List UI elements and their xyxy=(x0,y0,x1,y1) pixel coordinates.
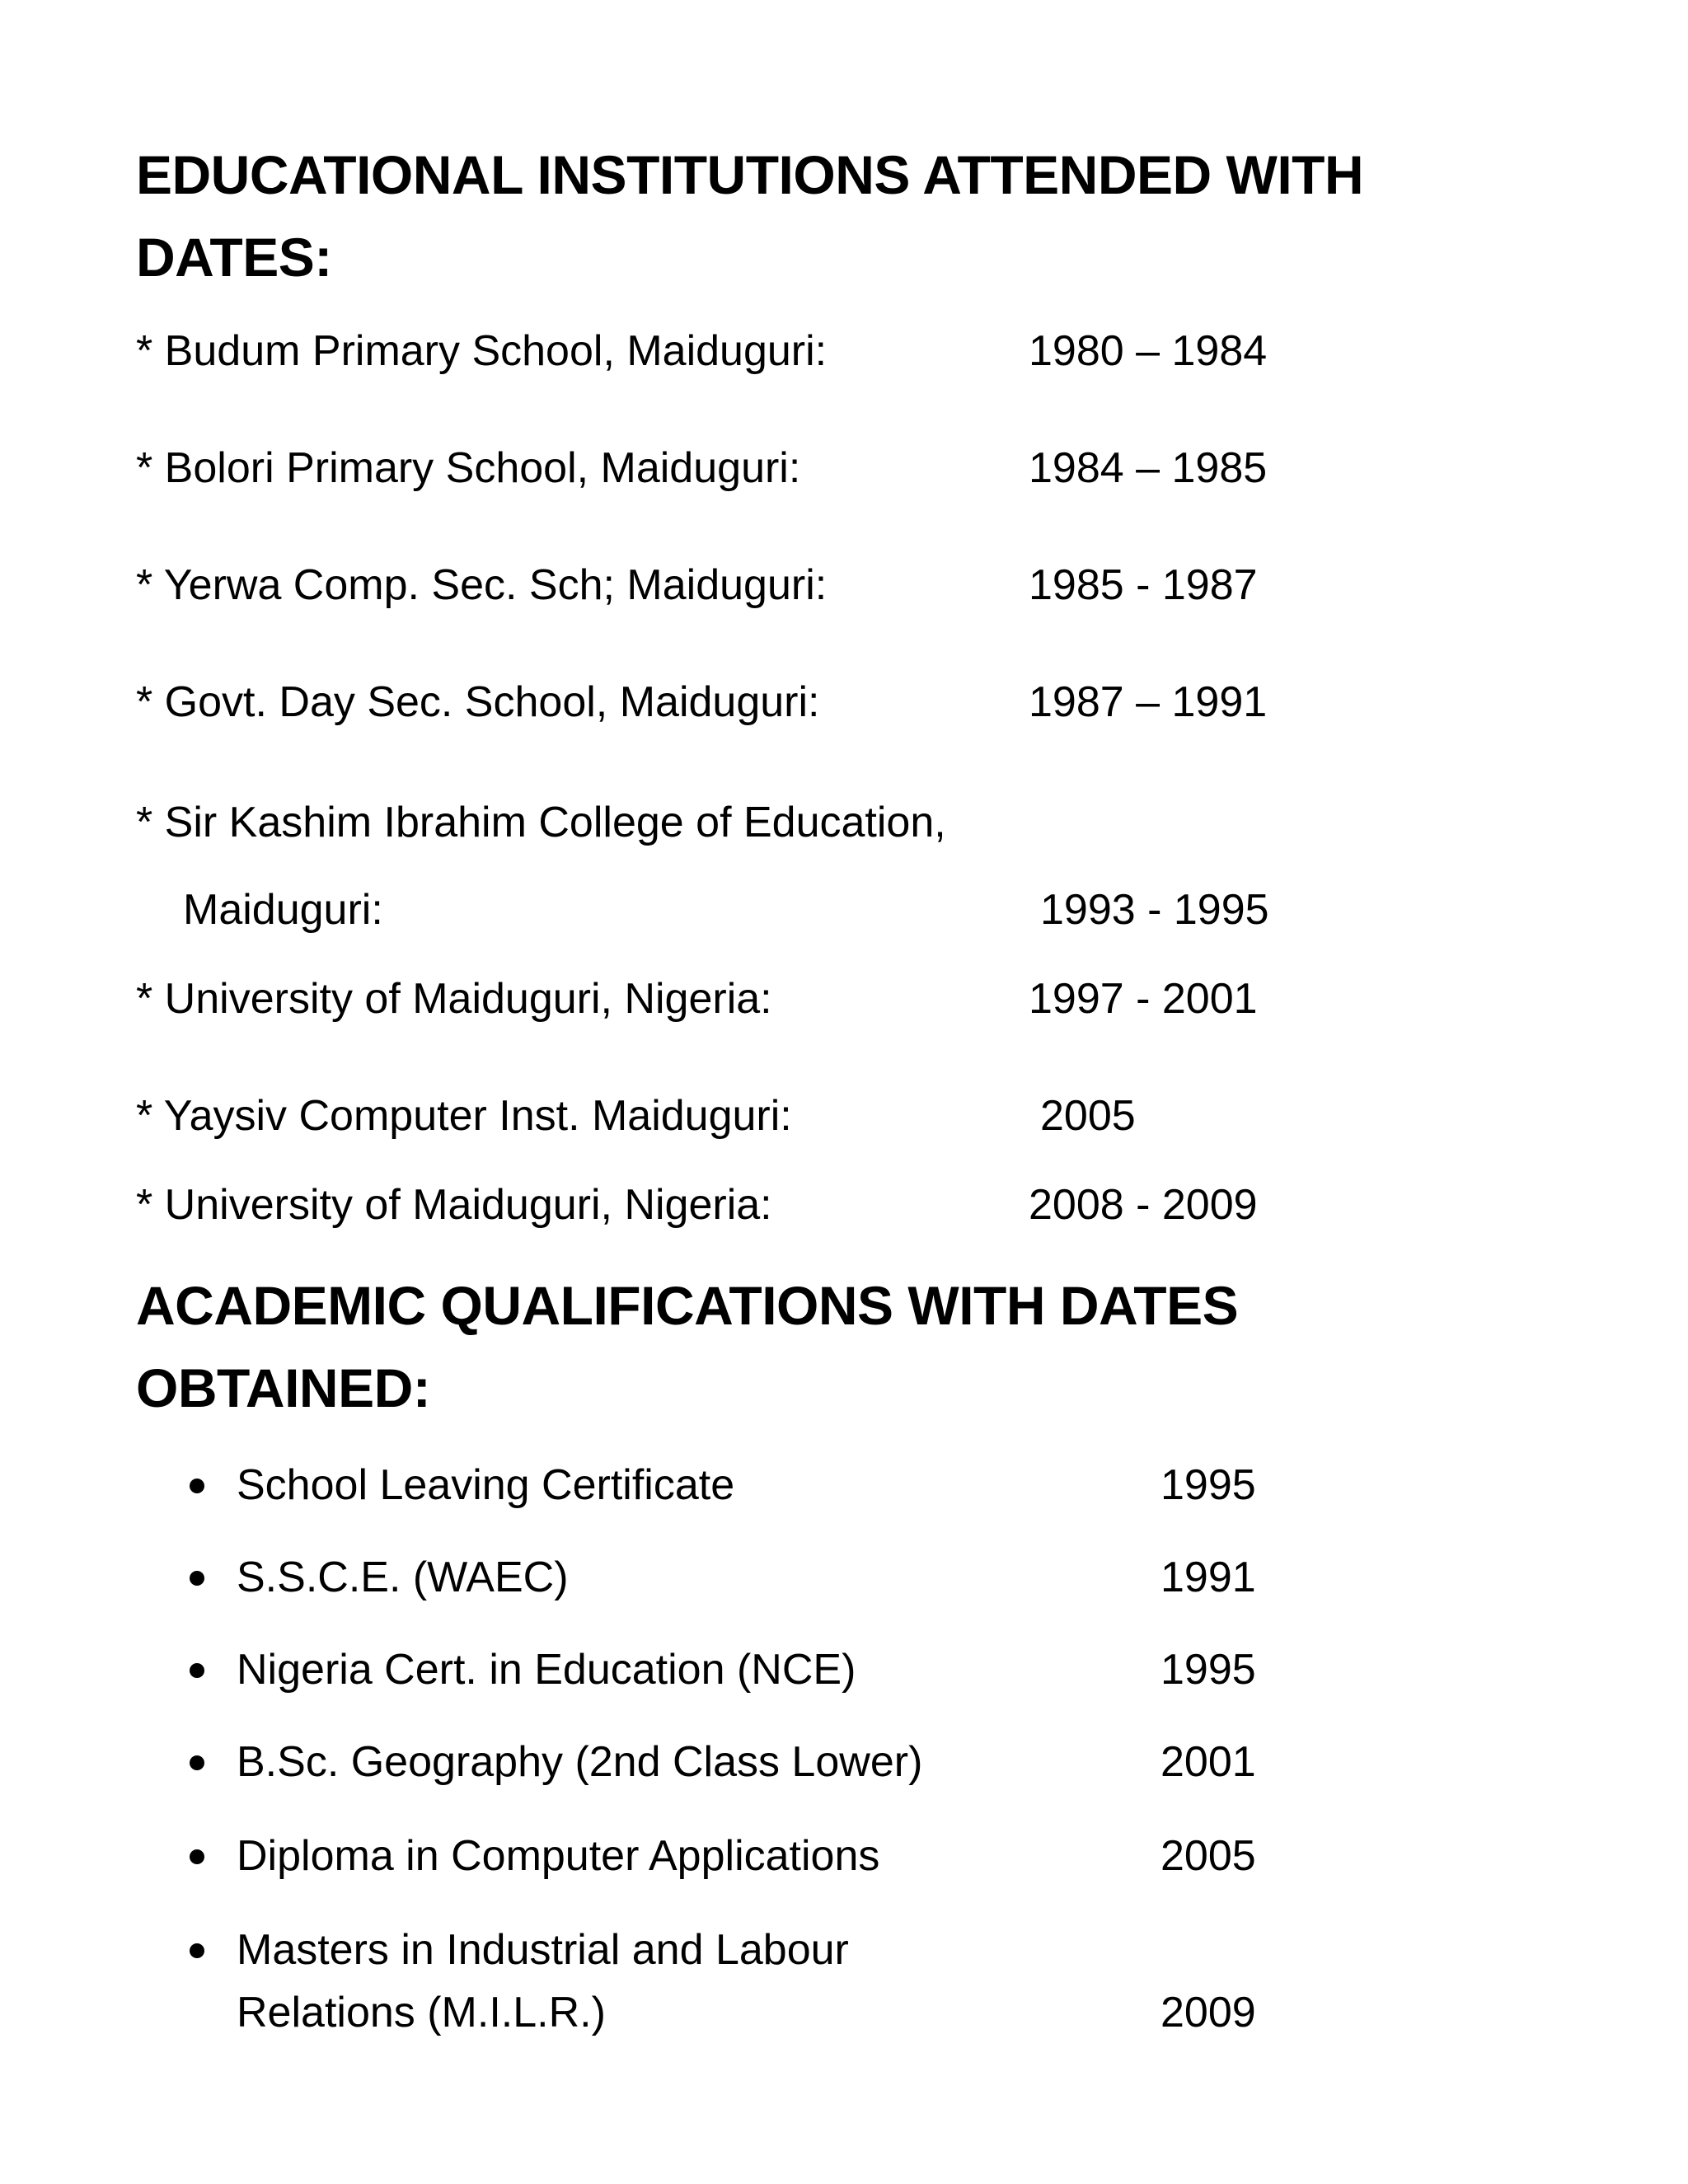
attendance-dates: 1984 – 1985 xyxy=(1029,444,1268,492)
education-entry xyxy=(0,318,1688,384)
education-entry xyxy=(0,1083,1688,1149)
education-entry-continuation xyxy=(0,877,1688,943)
bullet-icon xyxy=(190,1663,204,1678)
qualification-item xyxy=(0,1452,1688,1518)
qualification-year: 2009 xyxy=(1160,1989,1256,2036)
attendance-dates: 1987 – 1991 xyxy=(1029,678,1268,726)
bullet-icon xyxy=(190,1849,204,1864)
institution-name: * Yerwa Comp. Sec. Sch; Maiduguri: xyxy=(136,561,828,609)
institution-name-continued: Maiduguri: xyxy=(183,886,383,934)
qualification-year: 1995 xyxy=(1160,1461,1256,1509)
qualification-name: Diploma in Computer Applications xyxy=(237,1832,880,1880)
qualification-name: S.S.C.E. (WAEC) xyxy=(237,1554,569,1601)
attendance-dates: 1993 - 1995 xyxy=(1040,886,1269,934)
bullet-icon xyxy=(190,1479,204,1493)
bullet-icon xyxy=(190,1943,204,1958)
qualification-name: Masters in Industrial and Labour xyxy=(237,1926,849,1974)
qualification-year: 2005 xyxy=(1160,1832,1256,1880)
attendance-dates: 1980 – 1984 xyxy=(1029,327,1268,375)
education-entry xyxy=(0,1172,1688,1238)
bullet-icon xyxy=(190,1571,204,1586)
education-heading-line1: EDUCATIONAL INSTITUTIONS ATTENDED WITH xyxy=(136,144,1364,205)
institution-name: * Bolori Primary School, Maiduguri: xyxy=(136,444,801,492)
attendance-dates: 2005 xyxy=(1040,1092,1136,1140)
qualification-name-continued: Relations (M.I.L.R.) xyxy=(237,1989,606,2036)
education-entry xyxy=(0,790,1688,855)
qualification-name: B.Sc. Geography (2nd Class Lower) xyxy=(237,1738,923,1786)
education-entry xyxy=(0,669,1688,735)
education-heading-line2: DATES: xyxy=(136,227,332,288)
institution-name: * University of Maiduguri, Nigeria: xyxy=(136,975,772,1023)
qualification-item xyxy=(0,1544,1688,1610)
attendance-dates: 2008 - 2009 xyxy=(1029,1181,1258,1229)
qualification-item xyxy=(0,1637,1688,1703)
qualification-name: Nigeria Cert. in Education (NCE) xyxy=(237,1646,856,1694)
qualification-year: 1995 xyxy=(1160,1646,1256,1694)
institution-name: * University of Maiduguri, Nigeria: xyxy=(136,1181,772,1229)
qualification-name: School Leaving Certificate xyxy=(237,1461,735,1509)
qualification-year: 1991 xyxy=(1160,1554,1256,1601)
attendance-dates: 1997 - 2001 xyxy=(1029,975,1258,1023)
qualification-item xyxy=(0,1729,1688,1795)
qualification-year: 2001 xyxy=(1160,1738,1256,1786)
qualification-item xyxy=(0,1823,1688,1889)
institution-name: * Budum Primary School, Maiduguri: xyxy=(136,327,828,375)
qualification-item-continuation xyxy=(0,1980,1688,2046)
qualification-item xyxy=(0,1917,1688,1983)
qualifications-heading-line1: ACADEMIC QUALIFICATIONS WITH DATES xyxy=(136,1275,1239,1336)
institution-name: * Govt. Day Sec. School, Maiduguri: xyxy=(136,678,820,726)
education-entry xyxy=(0,435,1688,501)
qualifications-heading-line2: OBTAINED: xyxy=(136,1357,431,1418)
education-entry xyxy=(0,966,1688,1032)
institution-name: * Sir Kashim Ibrahim College of Education, xyxy=(136,799,946,846)
education-entry xyxy=(0,552,1688,618)
attendance-dates: 1985 - 1987 xyxy=(1029,561,1258,609)
institution-name: * Yaysiv Computer Inst. Maiduguri: xyxy=(136,1092,792,1140)
bullet-icon xyxy=(190,1755,204,1770)
